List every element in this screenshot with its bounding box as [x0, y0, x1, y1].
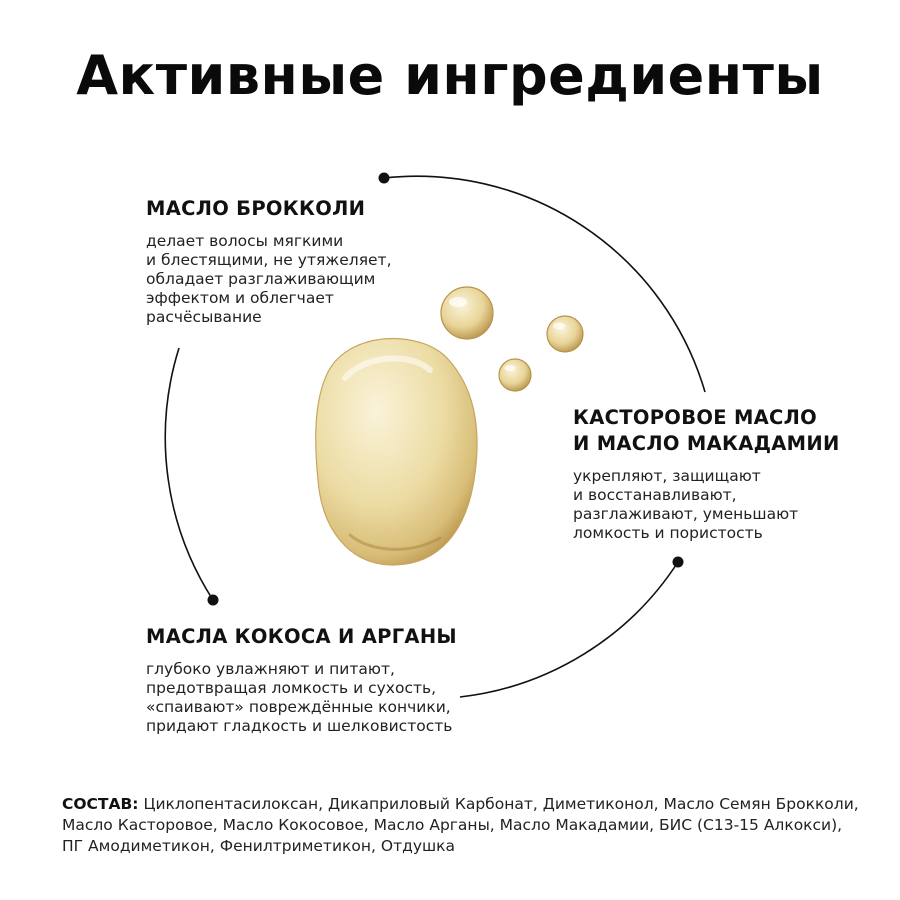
oil-drop-large	[316, 338, 477, 565]
ingredient-description: укрепляют, защищают и восстанавливают, разглаживают, уменьшают ломкость и пористость	[573, 467, 799, 542]
dot-left	[208, 595, 219, 606]
oil-drop-small-3	[499, 359, 531, 391]
arc-left	[165, 348, 213, 600]
ingredient-coconut-argan	[146, 624, 526, 736]
dot-top	[379, 173, 390, 184]
page-title: Активные ингредиенты	[76, 44, 824, 107]
ingredient-broccoli	[146, 196, 476, 327]
ingredient-description: делает волосы мягкими и блестящими, не утяжеляет, обладает разглаживающим эффектом и облегчает расчёсывание	[146, 232, 392, 326]
ingredient-heading: КАСТОРОВОЕ МАСЛО И МАСЛО МАКАДАМИИ	[573, 406, 840, 455]
ingredient-castor-macadamia	[573, 405, 893, 543]
ingredient-heading: МАСЛА КОКОСА И АРГАНЫ	[146, 625, 457, 648]
composition	[62, 794, 862, 857]
ingredient-heading: МАСЛО БРОККОЛИ	[146, 197, 366, 220]
oil-drop-small-2	[547, 316, 583, 352]
composition-label: СОСТАВ:	[62, 795, 139, 813]
ingredient-description: глубоко увлажняют и питают, предотвращая ломкость и сухость, «спаивают» повреждённые кончики, придают гладкость и шелковистость	[146, 660, 453, 735]
composition-text: Циклопентасилоксан, Дикаприловый Карбонат, Диметиконол, Масло Семян Брокколи, Масло Касторовое, Масло Кокосовое, Масло Арганы, Масло Макадамии, БИС (С13-15 Алкокси), ПГ Амодиметикон, Фенилтриметикон, Отдушка	[62, 795, 859, 855]
dot-right	[673, 557, 684, 568]
